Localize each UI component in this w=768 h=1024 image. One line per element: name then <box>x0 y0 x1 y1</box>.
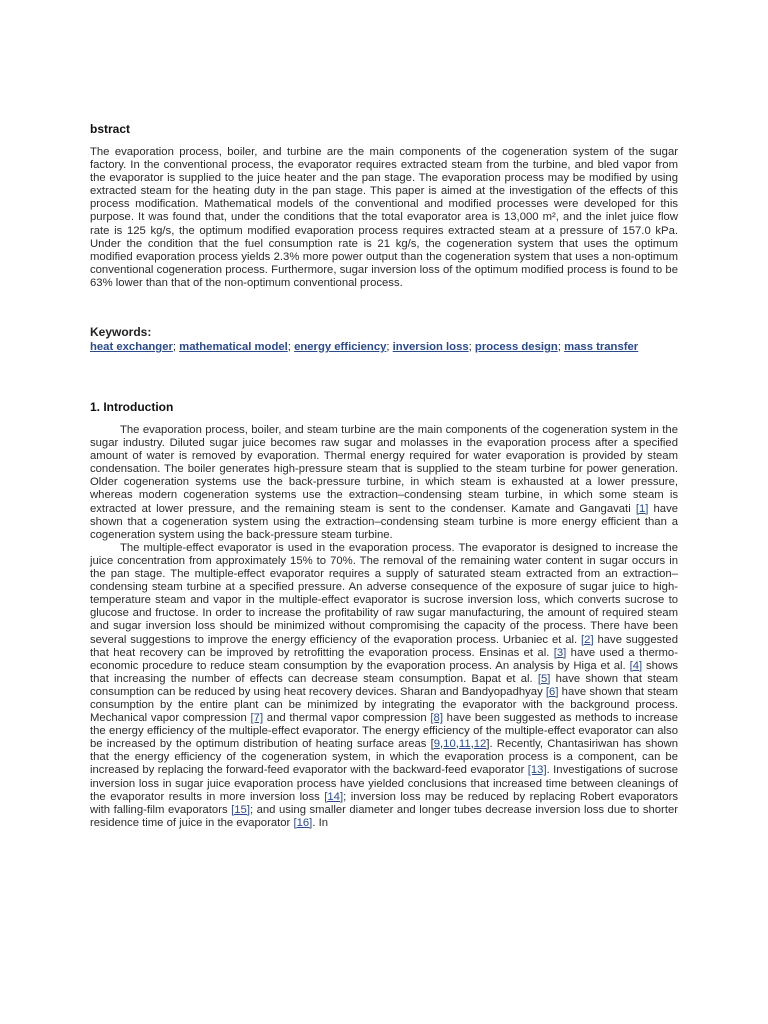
intro-paragraph-2: The multiple-effect evaporator is used in the evaporation process. The evaporator is designed to increase the juice concentration from approximately 15% to 70%. The removal of the remaining water content in sugar occurs in the pan stage. The multiple-effect evaporator requires a supply of saturated steam extracted from an extraction–condensing steam turbine at a specified pressure. An adverse consequence of the exposure of sugar juice to high-temperature steam and vapor in the multiple-effect evaporator is sucrose inversion loss, which converts sucrose to glucose and fructose. In order to increase the profitability of raw sugar manufacturing, the amount of required steam and sugar inversion loss should be minimized without compromising the capacity of the process. There have been several suggestions to improve the energy efficiency of the evaporation process. Urbaniec et al. [2] have suggested that heat recovery can be improved by retrofitting the evaporation process. Ensinas et al. [3] have used a thermo-economic procedure to reduce steam consumption by the evaporation process. An analysis by Higa et al. [4] shows that increasing the number of effects can decrease steam consumption. Bapat et al. [5] have shown that steam consumption can be reduced by using heat recovery devices. Sharan and Bandyopadhyay [6] have shown that steam consumption by the entire plant can be minimized by integrating the evaporator with the background process. Mechanical vapor compression [7] and thermal vapor compression [8] have been suggested as methods to increase the energy efficiency of the multiple-effect evaporator. The energy efficiency of the multiple-effect evaporator can also be increased by the optimum distribution of heating surface areas [9,10,11,12]. Recently, Chantasiriwan has shown that the energy efficiency of the cogeneration system, in which the evaporation process is a component, can be increased by replacing the forward-feed evaporator with the backward-feed evaporator [13]. Investigations of sucrose inversion loss in sugar juice evaporation process have yielded conclusions that increased time between cleanings of the evaporator results in more inversion loss [14]; inversion loss may be reduced by replacing Robert evaporators with falling-film evaporators [15]; and using smaller diameter and longer tubes decrease inversion loss due to shorter residence time of juice in the evaporator [16]. In <box>90 541 679 829</box>
citation-link[interactable]: [5] <box>537 672 551 685</box>
keyword-link[interactable]: mathematical model <box>179 341 288 353</box>
citation-link[interactable]: [2] <box>581 633 594 646</box>
citation-link[interactable]: [16] <box>293 816 313 829</box>
citation-link[interactable]: [1] <box>635 502 649 515</box>
introduction-heading: 1. Introduction <box>90 400 174 414</box>
citation-link[interactable]: [13] <box>527 764 547 777</box>
keyword-link[interactable]: inversion loss <box>392 341 469 353</box>
citation-link[interactable]: [4] <box>629 659 643 672</box>
citation-link[interactable]: 12 <box>473 738 487 751</box>
citation-link[interactable]: [8] <box>430 712 443 725</box>
citation-link[interactable]: [3] <box>553 646 567 659</box>
keyword-link[interactable]: energy efficiency <box>294 341 387 353</box>
keywords-list: heat exchanger; mathematical model; energy efficiency; inversion loss; process design; mass transfer <box>90 341 639 353</box>
citation-link[interactable]: 9 <box>433 738 441 751</box>
introduction-body <box>90 424 678 830</box>
keyword-link[interactable]: process design <box>474 341 558 353</box>
keyword-link[interactable]: mass transfer <box>564 341 639 353</box>
citation-link[interactable]: 10 <box>443 738 456 751</box>
keyword-link[interactable]: heat exchanger <box>90 341 173 353</box>
keywords-title: Keywords: <box>90 325 152 339</box>
abstract-heading: bstract <box>90 122 131 136</box>
citation-link[interactable]: 11 <box>458 738 471 751</box>
abstract-text: The evaporation process, boiler, and turbine are the main components of the cogeneration system of the sugar factory. In the conventional process, the evaporator requires extracted steam from the turbine, and bled vapor from the evaporator is supplied to the juice heater and the pan stage. The evaporation process may be modified by using extracted steam for the heating duty in the pan stage. This paper is aimed at the investigation of the effects of this process modification. Mathematical models of the conventional and modified processes were developed for this purpose. It was found that, under the conditions that the total evaporator area is 13,000 m², and the inlet juice flow rate is 125 kg/s, the optimum modified evaporation process requires extracted steam at a pressure of 157.0 kPa. Under the condition that the fuel consumption rate is 21 kg/s, the cogeneration system that uses the optimum modified evaporation process yields 2.3% more power output than the cogeneration system that uses a non-optimum conventional cogeneration process. Furthermore, sugar inversion loss of the optimum modified process is found to be 63% lower than that of the non-optimum conventional process. <box>90 146 678 289</box>
citation-link[interactable]: [15] <box>231 803 250 816</box>
intro-paragraph-1: The evaporation process, boiler, and steam turbine are the main components of the cogeneration system in the sugar industry. Diluted sugar juice becomes raw sugar and molasses in the evaporation process after a specified amount of water is removed by evaporation. Thermal energy required for water evaporation is provided by steam condensation. The boiler generates high-pressure steam that is supplied to the steam turbine for power generation. Older cogeneration systems use the back-pressure turbine, in which steam is exhausted at a lower pressure, whereas modern cogeneration systems use the extraction–condensing steam turbine, in which some steam is extracted at lower pressure, and the remaining steam is sent to the condenser. Kamate and Gangavati [1] have shown that a cogeneration system using the extraction–condensing steam turbine is more energy efficient than a cogeneration system using the back-pressure steam turbine. <box>90 424 678 541</box>
citation-link[interactable]: [14] <box>324 790 344 803</box>
citation-link[interactable]: [6] <box>545 685 559 698</box>
citation-link[interactable]: [7] <box>250 712 264 725</box>
